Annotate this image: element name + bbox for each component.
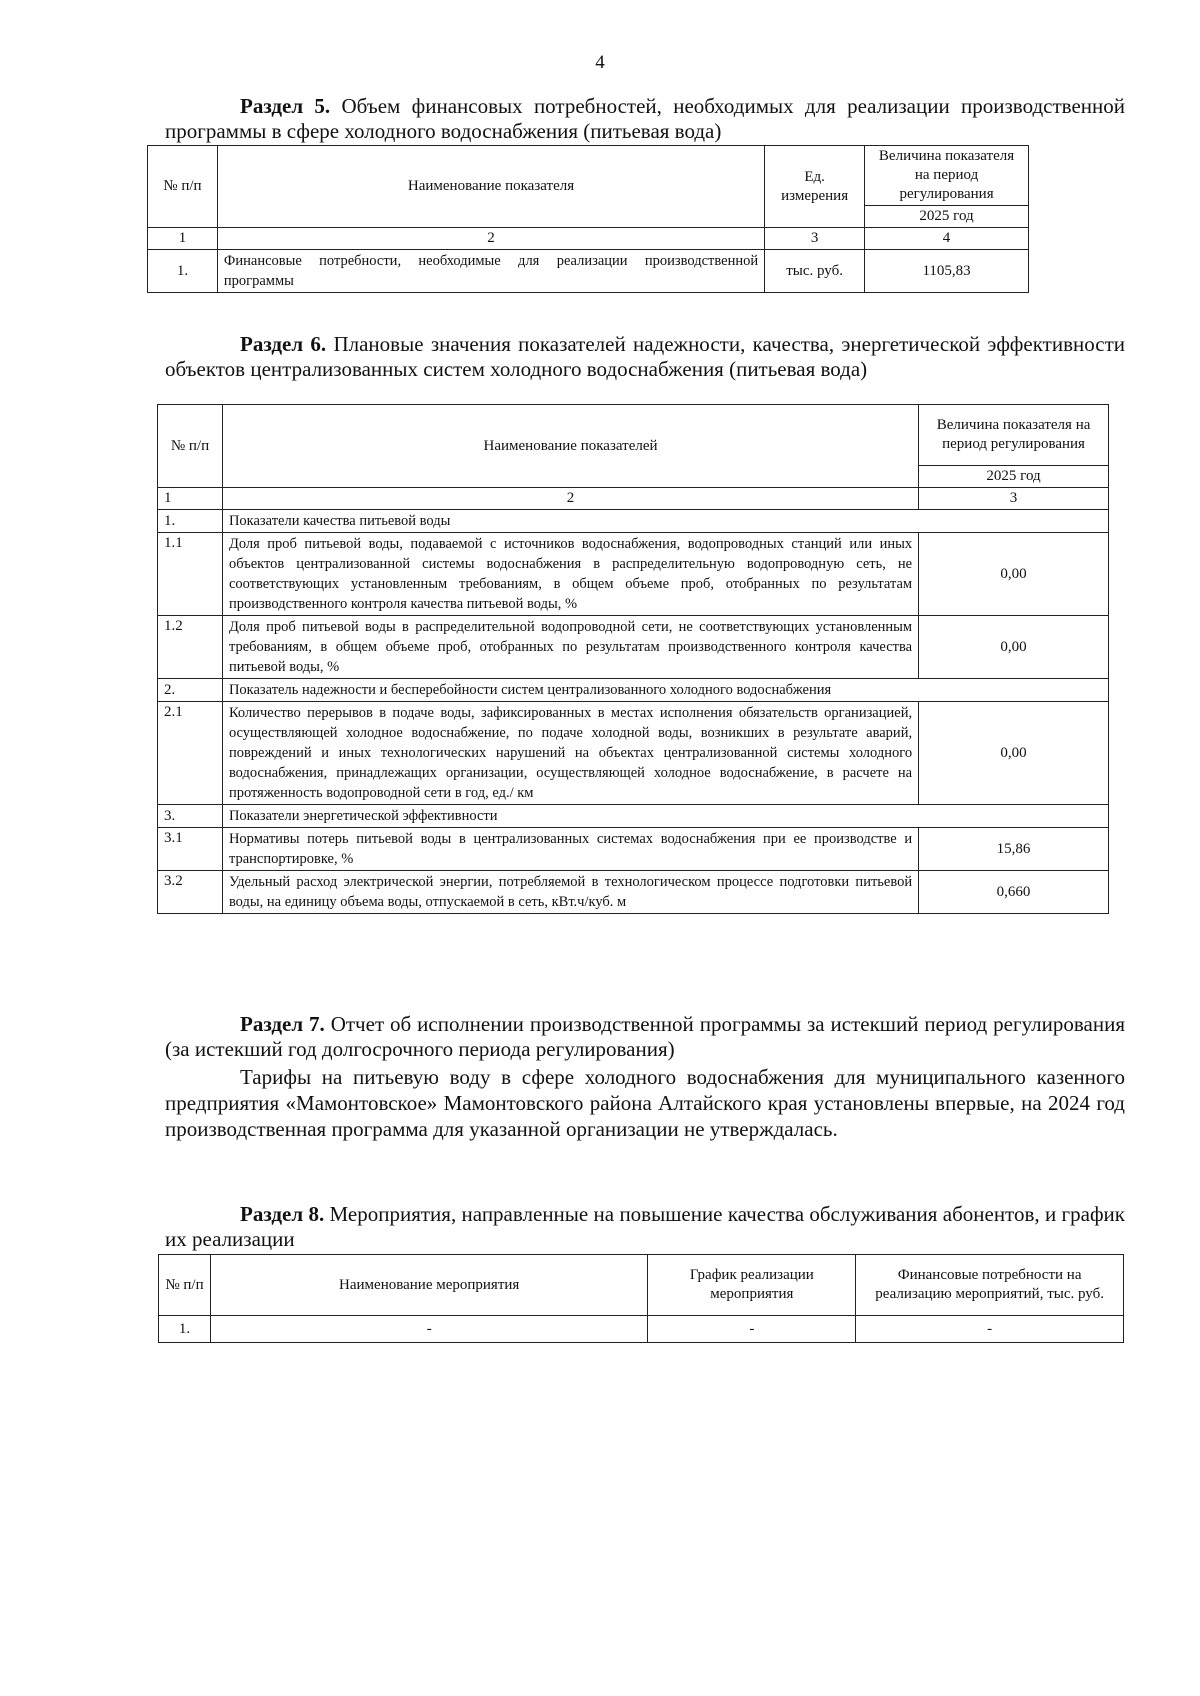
table-row	[158, 871, 1109, 914]
s6-row-value: 0,00	[919, 702, 1109, 805]
section-5-label: Раздел 5.	[240, 94, 331, 118]
section-7-title: Отчет об исполнении производственной программы за истекший период регулирования (за истекший год долгосрочного периода регулирования)	[165, 1012, 1125, 1061]
s5-row-unit: тыс. руб.	[765, 250, 865, 293]
table-row	[158, 805, 1109, 828]
section-6-title: Плановые значения показателей надежности, качества, энергетической эффективности объектов централизованных систем холодного водоснабжения (питьевая вода)	[165, 332, 1125, 381]
s8-header-schedule: График реализации мероприятия	[648, 1255, 856, 1316]
s8-header-finance: Финансовые потребности на реализацию мероприятий, тыс. руб.	[856, 1255, 1124, 1316]
section-7-text: Тарифы на питьевую воду в сфере холодного водоснабжения для муниципального казенного предприятия «Мамонтовское» Мамонтовского района Алтайского края установлены впервые, на 2024 год производственная программа для указанной организации не утверждалась.	[165, 1065, 1125, 1141]
section-7-label: Раздел 7.	[240, 1012, 325, 1036]
table-row	[148, 250, 1029, 293]
table-row	[158, 702, 1109, 805]
s5-col-number: 1	[148, 228, 218, 250]
s5-col-number: 4	[865, 228, 1029, 250]
s6-row-name: Нормативы потерь питьевой воды в централизованных системах водоснабжения при ее производстве и транспортировке, %	[222, 828, 918, 871]
page-number: 4	[595, 52, 605, 73]
section-6-heading	[165, 332, 1125, 382]
s6-row-num: 1.2	[158, 616, 223, 679]
section-6-label: Раздел 6.	[240, 332, 327, 356]
s5-header-num: № п/п	[148, 146, 218, 228]
s5-header-unit: Ед. измерения	[765, 146, 865, 228]
s6-header-num: № п/п	[158, 405, 223, 488]
s6-row-num: 3.1	[158, 828, 223, 871]
s6-row-name: Количество перерывов в подаче воды, зафиксированных в местах исполнения обязательств организацией, осуществляющей холодное водоснабжение, по подаче холодной воды, возникших в результате аварий, повреждений и иных технологических нарушений на объектах централизованной системы холодного водоснабжения, принадлежащих организации, осуществляющей холодное водоснабжение, в расчете на протяженность водопроводной сети в год, ед./ км	[222, 702, 918, 805]
s8-header-name: Наименование мероприятия	[210, 1255, 647, 1316]
section-8-table	[158, 1254, 1124, 1343]
s6-header-value: Величина показателя на период регулирования	[919, 405, 1109, 466]
table-row	[158, 616, 1109, 679]
s6-group-name: Показатель надежности и бесперебойности систем централизованного холодного водоснабжения	[222, 679, 1108, 702]
s6-row-value: 0,00	[919, 533, 1109, 616]
s8-row-name: -	[210, 1316, 647, 1343]
s6-row-value: 15,86	[919, 828, 1109, 871]
s8-header-num: № п/п	[159, 1255, 211, 1316]
s6-row-value: 0,00	[919, 616, 1109, 679]
s6-header-year: 2025 год	[919, 466, 1109, 488]
s6-col-number: 3	[919, 488, 1109, 510]
table-row	[158, 828, 1109, 871]
s5-row-value: 1105,83	[865, 250, 1029, 293]
section-6-table	[157, 404, 1109, 914]
s5-header-name: Наименование показателя	[217, 146, 764, 228]
s5-row-name: Финансовые потребности, необходимые для реализации производственной программы	[217, 250, 764, 293]
s6-row-num: 1.	[158, 510, 223, 533]
section-7-heading	[165, 1012, 1125, 1062]
s8-row-finance: -	[856, 1316, 1124, 1343]
s5-header-year: 2025 год	[865, 206, 1029, 228]
s6-row-num: 1.1	[158, 533, 223, 616]
s6-row-name: Доля проб питьевой воды, подаваемой с источников водоснабжения, водопроводных станций или иных объектов централизованной системы водоснабжения в распределительную водопроводную сеть, не соответствующих установленным требованиям, в общем объеме проб, отобранных по результатам производственного контроля качества питьевой воды, %	[222, 533, 918, 616]
section-5-table	[147, 145, 1029, 293]
s6-col-number: 1	[158, 488, 223, 510]
s6-row-name: Удельный расход электрической энергии, потребляемой в технологическом процессе подготовки питьевой воды, на единицу объема воды, отпускаемой в сеть, кВт.ч/куб. м	[222, 871, 918, 914]
s8-row-num: 1.	[159, 1316, 211, 1343]
s6-row-num: 3.	[158, 805, 223, 828]
section-8-title: Мероприятия, направленные на повышение качества обслуживания абонентов, и график их реализации	[165, 1202, 1125, 1251]
s5-col-number: 3	[765, 228, 865, 250]
s6-row-value: 0,660	[919, 871, 1109, 914]
section-8-label: Раздел 8.	[240, 1202, 325, 1226]
table-row	[158, 679, 1109, 702]
section-8-heading	[165, 1202, 1125, 1252]
table-row	[158, 510, 1109, 533]
section-5-title: Объем финансовых потребностей, необходимых для реализации производственной программы в сфере холодного водоснабжения (питьевая вода)	[165, 94, 1125, 143]
s6-group-name: Показатели энергетической эффективности	[222, 805, 1108, 828]
s8-row-schedule: -	[648, 1316, 856, 1343]
s6-row-num: 3.2	[158, 871, 223, 914]
table-row	[158, 533, 1109, 616]
s6-row-name: Доля проб питьевой воды в распределительной водопроводной сети, не соответствующих установленным требованиям, в общем объеме проб, отобранных по результатам производственного контроля качества питьевой воды, %	[222, 616, 918, 679]
section-5-heading	[165, 94, 1125, 144]
s6-group-name: Показатели качества питьевой воды	[222, 510, 1108, 533]
s6-row-num: 2.1	[158, 702, 223, 805]
s6-col-number: 2	[222, 488, 918, 510]
s5-col-number: 2	[217, 228, 764, 250]
s6-header-name: Наименование показателей	[222, 405, 918, 488]
table-row	[159, 1316, 1124, 1343]
s5-header-value: Величина показателя на период регулирования	[865, 146, 1029, 206]
s5-row-num: 1.	[148, 250, 218, 293]
s6-row-num: 2.	[158, 679, 223, 702]
section-7-paragraph	[165, 1064, 1125, 1142]
